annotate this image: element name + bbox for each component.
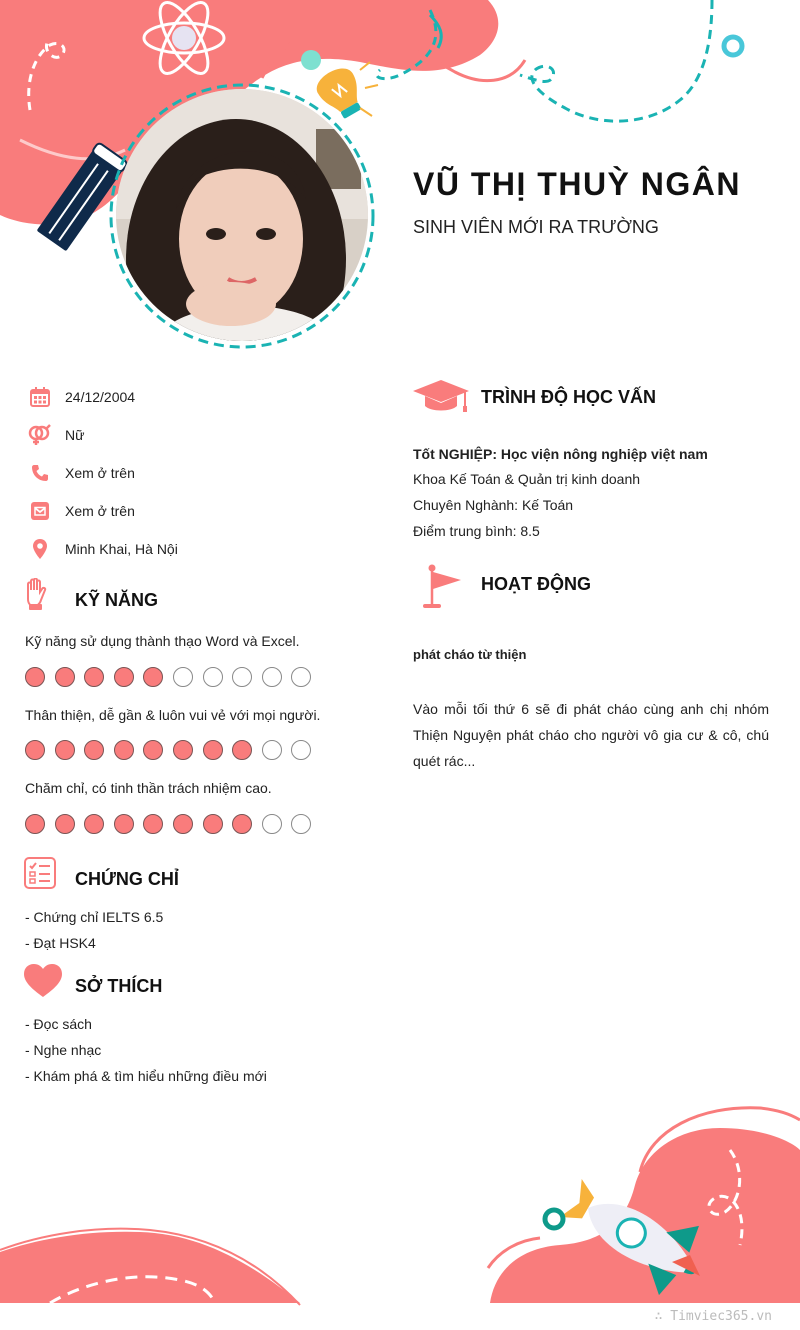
skill-rating	[25, 814, 321, 834]
skill-rating	[25, 740, 321, 760]
gender-icon	[28, 423, 52, 447]
phone-value: Xem ở trên	[65, 465, 135, 481]
rating-dot-empty	[291, 740, 311, 760]
hobby-item: - Nghe nhạc	[25, 1042, 102, 1058]
flag-icon	[421, 564, 463, 615]
hobby-item: - Đọc sách	[25, 1016, 92, 1032]
activity-description: Vào mỗi tối thứ 6 sẽ đi phát cháo cùng anh chị nhóm Thiện Nguyện phát cháo cho người vô gia cư & cô, chú quét rác...	[413, 701, 769, 769]
rating-dot-filled	[25, 667, 45, 687]
education-line: Điểm trung bình: 8.5	[413, 523, 540, 539]
info-row-gender	[28, 423, 84, 447]
heart-icon	[24, 964, 62, 1003]
rating-dot-filled	[25, 814, 45, 834]
skill-rating	[25, 667, 321, 687]
activity-name: phát cháo từ thiện	[413, 647, 527, 662]
checklist-icon	[24, 857, 56, 894]
rating-dot-filled	[25, 740, 45, 760]
rating-dot-filled	[55, 740, 75, 760]
rating-dot-filled	[173, 814, 193, 834]
rating-dot-filled	[143, 740, 163, 760]
graduation-cap-icon	[413, 380, 469, 419]
hand-icon	[24, 578, 48, 615]
lightbulb-icon	[312, 63, 371, 124]
location-pin-icon	[28, 537, 52, 561]
skill-label: Chăm chỉ, có tinh thần trách nhiệm cao.	[25, 780, 272, 796]
education-line: Khoa Kế Toán & Quản trị kinh doanh	[413, 471, 641, 487]
teal-ring	[724, 37, 742, 55]
rating-dot-filled	[84, 740, 104, 760]
rating-dot-empty	[262, 814, 282, 834]
teal-ring-small	[545, 1210, 563, 1228]
rating-dot-filled	[114, 667, 134, 687]
phone-icon	[28, 461, 52, 485]
rating-dot-filled	[232, 740, 252, 760]
rating-dot-filled	[143, 667, 163, 687]
candidate-name: VŨ THỊ THUỲ NGÂN	[413, 166, 741, 202]
rating-dot-empty	[291, 667, 311, 687]
rating-dot-filled	[114, 814, 134, 834]
skill-label: Kỹ năng sử dụng thành thạo Word và Excel.	[25, 633, 300, 649]
email-icon	[28, 499, 52, 523]
rating-dot-filled	[143, 814, 163, 834]
rating-dot-empty	[262, 667, 282, 687]
watermark: ∴ Timviec365.vn	[654, 1309, 772, 1324]
candidate-position: SINH VIÊN MỚI RA TRƯỜNG	[413, 217, 659, 237]
rating-dot-empty	[232, 667, 252, 687]
info-row-email	[28, 499, 135, 523]
rating-dot-filled	[55, 667, 75, 687]
rating-dot-filled	[232, 814, 252, 834]
info-row-phone	[28, 461, 135, 485]
rating-dot-filled	[84, 814, 104, 834]
info-row-birthday	[28, 385, 135, 409]
rating-dot-empty	[262, 740, 282, 760]
education-headline: Tốt NGHIỆP: Học viện nông nghiệp việt nam	[413, 446, 708, 462]
birthday-value: 24/12/2004	[65, 389, 136, 405]
gender-value: Nữ	[65, 427, 85, 443]
skill-label: Thân thiện, dễ gần & luôn vui vẻ với mọi người.	[25, 707, 321, 723]
rating-dot-empty	[173, 667, 193, 687]
rating-dot-filled	[173, 740, 193, 760]
certificates-title: CHỨNG CHỈ	[75, 869, 179, 889]
rating-dot-filled	[114, 740, 134, 760]
address-value: Minh Khai, Hà Nội	[65, 541, 178, 557]
activities-title: HOẠT ĐỘNG	[481, 574, 591, 594]
info-row-address	[28, 537, 178, 561]
rating-dot-filled	[55, 814, 75, 834]
hobby-item: - Khám phá & tìm hiểu những điều mới	[25, 1068, 267, 1084]
education-line: Chuyên Nghành: Kế Toán	[413, 497, 574, 513]
rating-dot-empty	[291, 814, 311, 834]
skills-title: KỸ NĂNG	[75, 590, 159, 610]
certificate-item: - Chứng chỉ IELTS 6.5	[25, 909, 164, 925]
hobbies-title: SỞ THÍCH	[75, 976, 163, 996]
certificate-item: - Đạt HSK4	[25, 935, 96, 951]
rating-dot-empty	[203, 667, 223, 687]
email-value: Xem ở trên	[65, 503, 135, 519]
rating-dot-filled	[203, 740, 223, 760]
calendar-icon	[28, 385, 52, 409]
rating-dot-filled	[84, 667, 104, 687]
profile-photo	[116, 89, 368, 341]
education-title: TRÌNH ĐỘ HỌC VẤN	[481, 387, 656, 407]
rating-dot-filled	[203, 814, 223, 834]
